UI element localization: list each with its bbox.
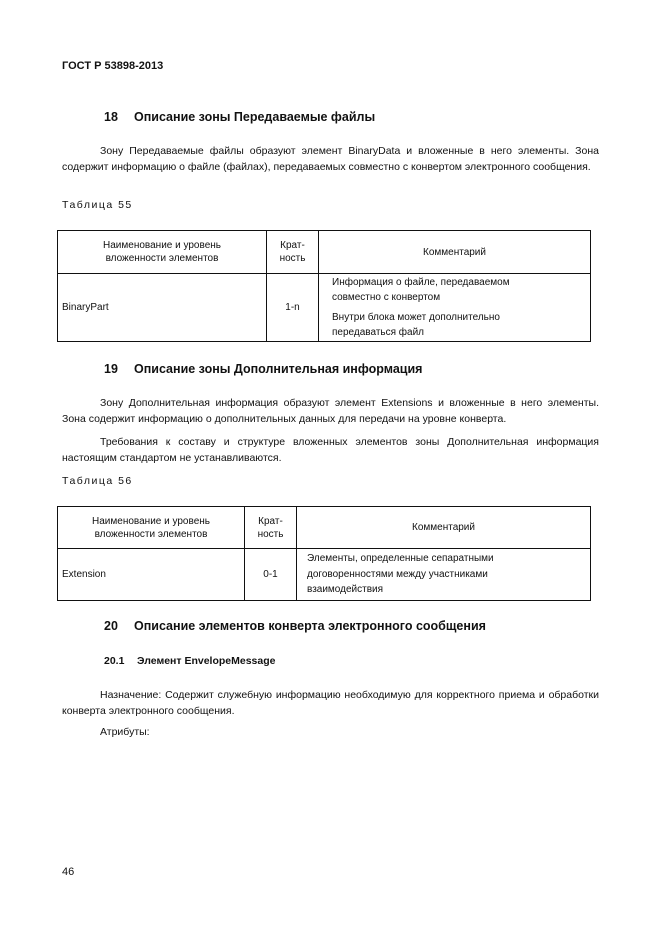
col-header-comment: Комментарий	[319, 231, 591, 274]
section-18-heading	[104, 110, 375, 124]
subsection-title: Элемент EnvelopeMessage	[137, 655, 276, 667]
subsection-number: 20.1	[104, 655, 125, 667]
cell-element-name: Extension	[58, 549, 245, 601]
section-title: Описание элементов конверта электронного сообщения	[134, 619, 486, 633]
table-row	[58, 274, 591, 342]
section-number: 19	[104, 362, 118, 376]
section-title: Описание зоны Передаваемые файлы	[134, 110, 376, 124]
col-header-name: Наименование и уровень вложенности элементов	[58, 507, 245, 549]
table-caption: Таблица 55	[62, 199, 133, 211]
section-number: 18	[104, 110, 118, 124]
table-55	[57, 230, 591, 342]
table-caption: Таблица 56	[62, 475, 133, 487]
section-20-heading	[104, 619, 486, 633]
subsection-heading	[104, 655, 276, 667]
cell-comment: Информация о файле, передаваемом совместно с конвертом Внутри блока может дополнительно передаваться файл	[319, 274, 591, 342]
cell-multiplicity: 0-1	[245, 549, 297, 601]
col-header-multiplicity: Крат- ность	[267, 231, 319, 274]
table-row	[58, 549, 591, 601]
col-header-multiplicity: Крат- ность	[245, 507, 297, 549]
section-19-heading	[104, 362, 422, 376]
paragraph: Назначение: Содержит служебную информацию необходимую для корректного приема и обработки конверта электронного сообщения.	[62, 689, 599, 717]
col-header-name: Наименование и уровень вложенности элементов	[58, 231, 267, 274]
document-header: ГОСТ Р 53898-2013	[62, 60, 164, 72]
cell-element-name: BinaryPart	[58, 274, 267, 342]
section-number: 20	[104, 619, 118, 633]
cell-multiplicity: 1-n	[267, 274, 319, 342]
paragraph: Атрибуты:	[100, 726, 150, 738]
table-56	[57, 506, 591, 601]
paragraph: Зону Передаваемые файлы образуют элемент BinaryData и вложенные в него элементы. Зона содержит информацию о файле (файлах), передаваемых совместно с конвертом электронного сообщения.	[62, 145, 599, 173]
paragraph: Зону Дополнительная информация образуют элемент Extensions и вложенные в него элементы. Зона содержит информацию о дополнительных данных для передачи на уровне конверта.	[62, 397, 599, 425]
col-header-comment: Комментарий	[297, 507, 591, 549]
cell-comment: Элементы, определенные сепаратными договоренностями между участниками взаимодействия	[297, 549, 591, 601]
section-title: Описание зоны Дополнительная информация	[134, 362, 423, 376]
paragraph: Требования к составу и структуре вложенных элементов зоны Дополнительная информация настоящим стандартом не устанавливаются.	[62, 436, 599, 464]
page-number: 46	[62, 866, 75, 878]
